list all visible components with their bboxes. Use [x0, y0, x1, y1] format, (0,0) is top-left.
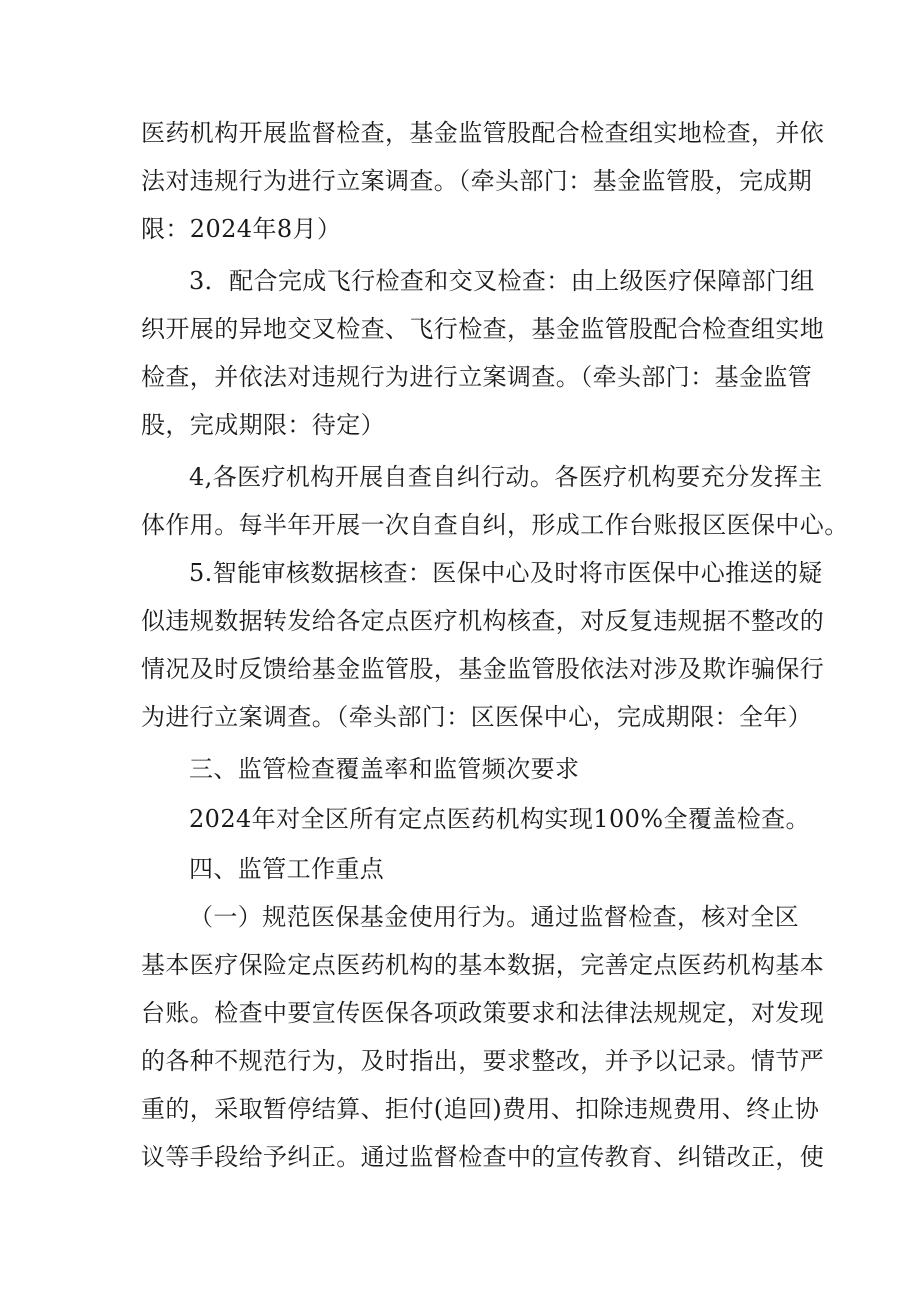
text-line: 织开展的异地交叉检查、飞行检查，基金监管股配合检查组实地 — [141, 315, 825, 343]
text-line: 限：2024年8月） — [141, 215, 342, 243]
text-line: 为进行立案调查。（牵头部门：区医保中心，完成期限：全年） — [141, 703, 813, 731]
text-line: 台账。检查中要宣传医保各项政策要求和法律法规规定，对发现 — [141, 999, 825, 1027]
text-line: 情况及时反馈给基金监管股，基金监管股依法对涉及欺诈骗保行 — [141, 655, 825, 683]
section-item-3: 3．配合完成飞行检查和交叉检查：由上级医疗保障部门组 — [189, 267, 815, 295]
text-line: 法对违规行为进行立案调查。（牵头部门：基金监管股，完成期 — [141, 167, 813, 195]
text-line: 重的，采取暂停结算、拒付(追回)费用、扣除违规费用、终止协 — [141, 1095, 820, 1123]
text-line: 似违规数据转发给各定点医疗机构核查，对反复违规据不整改的 — [141, 607, 825, 635]
subsection-heading-1: （一）规范医保基金使用行为。通过监督检查，核对全区 — [189, 903, 799, 931]
section-heading-4: 四、监管工作重点 — [189, 855, 385, 883]
section-item-4: 4,各医疗机构开展自查自纠行动。各医疗机构要充分发挥主 — [189, 463, 823, 491]
text-line: 检查，并依法对违规行为进行立案调查。（牵头部门：基金监管 — [141, 363, 813, 391]
text-line: 2024年对全区所有定点医药机构实现100%全覆盖检查。 — [189, 805, 810, 833]
section-item-5: 5.智能审核数据核查：医保中心及时将市医保中心推送的疑 — [189, 559, 823, 587]
text-line: 医药机构开展监督检查，基金监管股配合检查组实地检查，并依 — [141, 119, 825, 147]
text-line: 基本医疗保险定点医药机构的基本数据，完善定点医药机构基本 — [141, 951, 825, 979]
text-line: 股，完成期限：待定） — [141, 411, 385, 439]
text-line: 的各种不规范行为，及时指出，要求整改，并予以记录。情节严 — [141, 1047, 825, 1075]
text-line: 议等手段给予纠正。通过监督检查中的宣传教育、纠错改正，使 — [141, 1143, 825, 1171]
text-line: 体作用。每半年开展一次自查自纠，形成工作台账报区医保中心。 — [141, 511, 849, 539]
section-heading-3: 三、监管检查覆盖率和监管频次要求 — [189, 755, 580, 783]
